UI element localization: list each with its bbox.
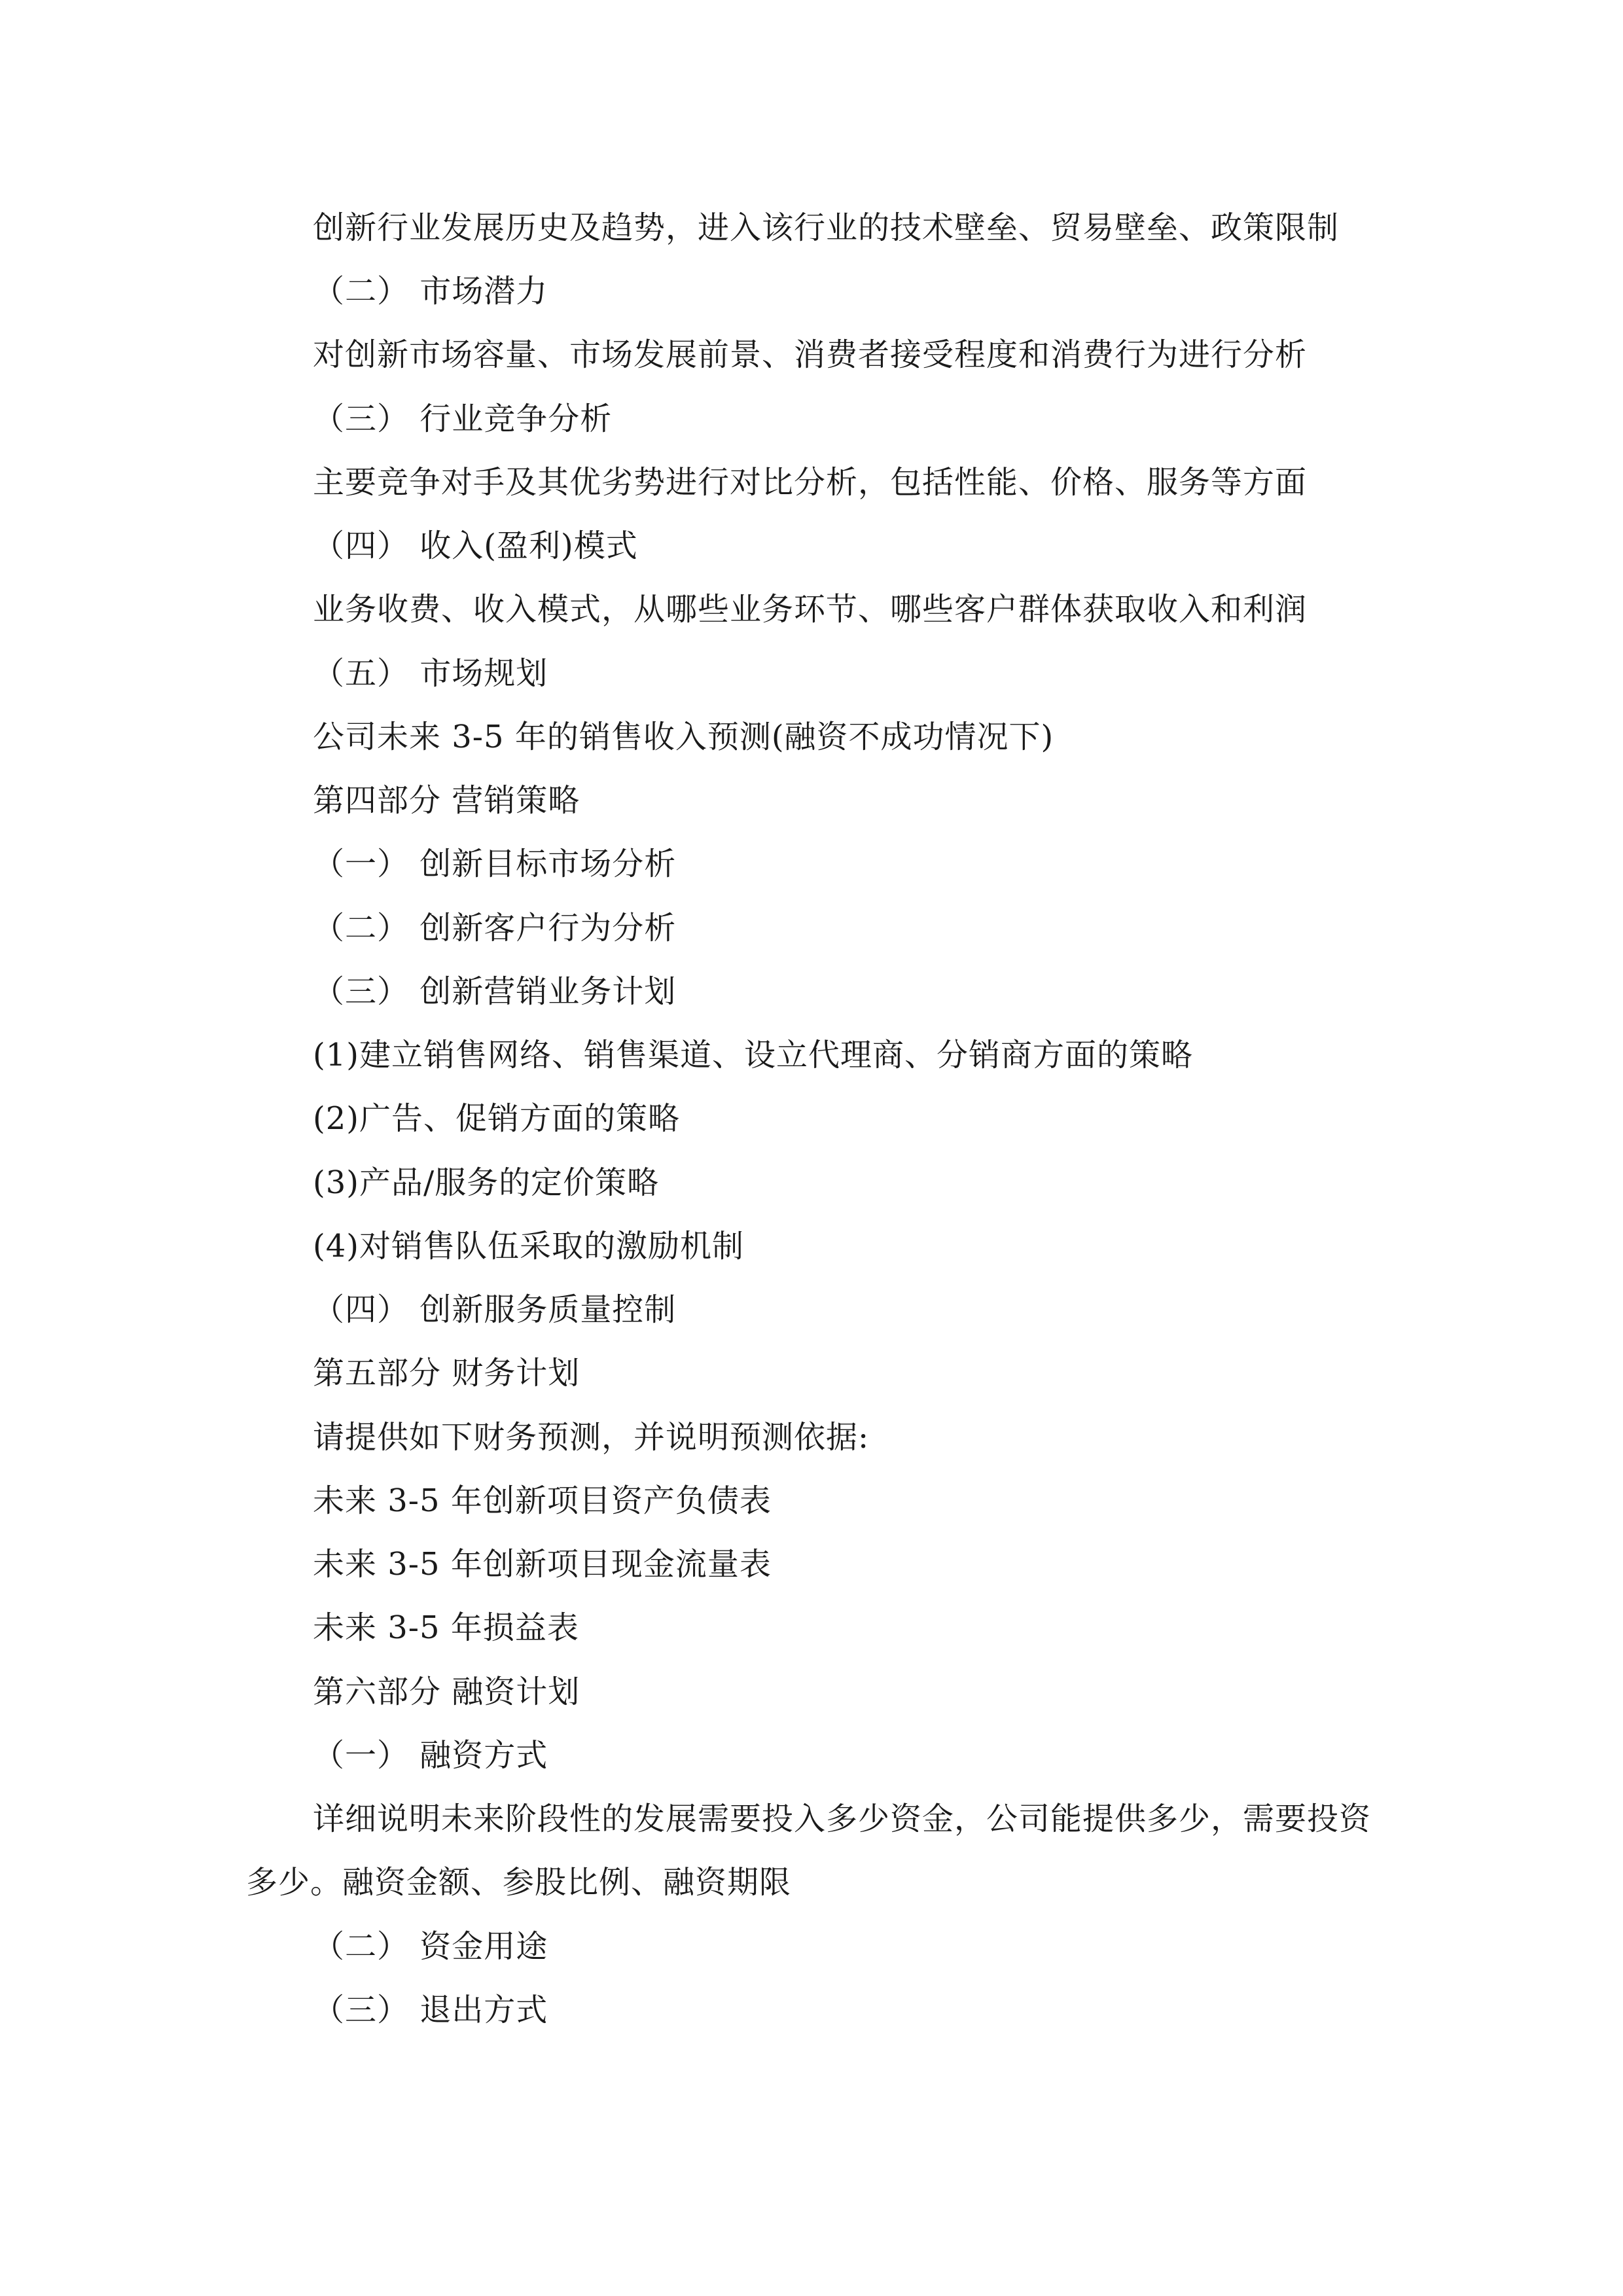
text-line: 业务收费、收入模式，从哪些业务环节、哪些客户群体获取收入和利润 bbox=[313, 591, 1308, 628]
text-line: 对创新市场容量、市场发展前景、消费者接受程度和消费行为进行分析 bbox=[313, 336, 1308, 373]
list-item: (1)建立销售网络、销售渠道、设立代理商、分销商方面的策略 bbox=[313, 1037, 1193, 1073]
section-heading: （五） 市场规划 bbox=[313, 655, 548, 692]
section-heading: （四） 创新服务质量控制 bbox=[313, 1291, 677, 1328]
section-heading: （一） 融资方式 bbox=[313, 1737, 548, 1774]
section-heading: （四） 收入(盈利)模式 bbox=[313, 528, 638, 564]
text-line: 详细说明未来阶段性的发展需要投入多少资金，公司能提供多少，需要投资 bbox=[313, 1801, 1372, 1837]
list-item: (4)对销售队伍采取的激励机制 bbox=[313, 1228, 744, 1265]
text-line: 多少。融资金额、参股比例、融资期限 bbox=[246, 1864, 792, 1901]
text-line: 创新行业发展历史及趋势，进入该行业的技术壁垒、贸易壁垒、政策限制 bbox=[313, 209, 1340, 246]
part-heading: 第四部分 营销策略 bbox=[313, 782, 580, 819]
section-heading: （三） 创新营销业务计划 bbox=[313, 973, 677, 1010]
text-line: 请提供如下财务预测，并说明预测依据: bbox=[313, 1419, 870, 1456]
section-heading: （一） 创新目标市场分析 bbox=[313, 846, 677, 882]
section-heading: （二） 市场潜力 bbox=[313, 273, 548, 310]
text-line: 未来 3-5 年损益表 bbox=[313, 1609, 579, 1646]
list-item: (3)产品/服务的定价策略 bbox=[313, 1164, 660, 1201]
part-heading: 第六部分 融资计划 bbox=[313, 1674, 580, 1710]
text-line: 未来 3-5 年创新项目现金流量表 bbox=[313, 1546, 772, 1583]
text-line: 未来 3-5 年创新项目资产负债表 bbox=[313, 1482, 772, 1519]
section-heading: （三） 退出方式 bbox=[313, 1992, 548, 2028]
text-line: 公司未来 3-5 年的销售收入预测(融资不成功情况下) bbox=[313, 719, 1054, 755]
text-line: 主要竞争对手及其优劣势进行对比分析，包括性能、价格、服务等方面 bbox=[313, 464, 1308, 501]
section-heading: （二） 资金用途 bbox=[313, 1928, 548, 1965]
section-heading: （二） 创新客户行为分析 bbox=[313, 910, 677, 946]
section-heading: （三） 行业竞争分析 bbox=[313, 401, 613, 437]
part-heading: 第五部分 财务计划 bbox=[313, 1355, 580, 1391]
list-item: (2)广告、促销方面的策略 bbox=[313, 1100, 680, 1137]
